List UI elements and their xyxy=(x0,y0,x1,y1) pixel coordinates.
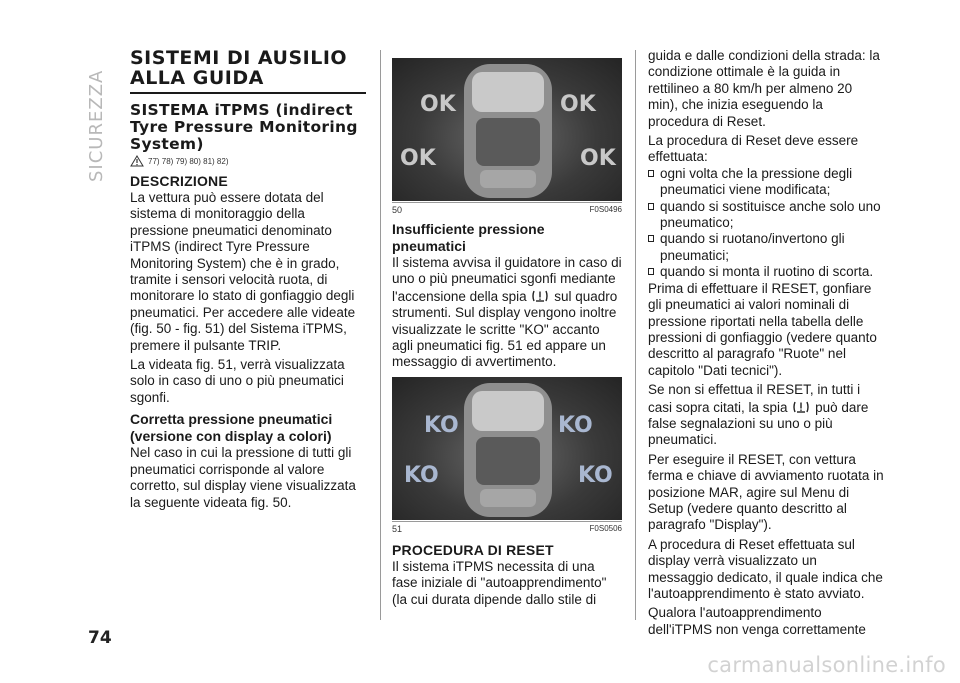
figure-50-image xyxy=(392,58,622,201)
description-text: La vettura può essere dotata del sistema di monitoraggio della pressione pneumatici denominato iTPMS (indirect Tyre Pressure Monitoring System) che è in grado, tramite i sensori velocità ruota, di monitorare lo stato di gonfiaggio degli pneumatici. Per accedere alle videate (fig. 50 - fig. 51) del Sistema iTPMS, premere il pulsante TRIP. xyxy=(130,190,356,353)
warning-refs xyxy=(130,155,366,167)
figure-code: F0S0506 xyxy=(589,523,622,533)
column-divider xyxy=(380,50,381,620)
tyre-badge-rear-right: KO xyxy=(578,462,613,488)
paragraph: Prima di effettuare il RESET, gonfiare gli pneumatici ai valori nominali di pressione riportati nella tabella delle pressioni di gonfiaggio (vedere quanto descritto al paragrafo "Ruote" nel capitolo "Dati tecnici"). xyxy=(648,280,877,378)
tyre-badge-front-left: KO xyxy=(424,412,459,438)
watermark: carmanualsonline.info xyxy=(707,653,946,677)
column-divider xyxy=(635,50,636,620)
paragraph-part: può dare false segnalazioni su uno o più pneumatici. xyxy=(648,399,869,448)
car-top-view-icon xyxy=(392,377,622,520)
warning-triangle-icon xyxy=(130,155,144,167)
reset-text: Il sistema iTPMS necessita di una fase iniziale di "autoapprendimento" (la cui durata dipende dallo stile di xyxy=(392,558,607,607)
figure-51-caption xyxy=(392,522,622,534)
list-item: quando si sostituisce anche solo uno pneumatico; xyxy=(648,199,884,232)
column-right xyxy=(648,48,884,638)
description-text-2: La videata fig. 51, verrà visualizzata solo in caso di uno o più pneumatici sgonfi. xyxy=(130,357,345,405)
figure-code: F0S0496 xyxy=(589,205,622,214)
chapter-title: SISTEMI DI AUSILIO ALLA GUIDA xyxy=(130,47,348,89)
list-item: quando si monta il ruotino di scorta. xyxy=(648,264,884,280)
paragraph: A procedura di Reset effettuata sul display verrà visualizzato un messaggio dedicato, il quale indica che l'autoapprendimento è stato avviato. xyxy=(648,536,883,601)
correct-pressure-text: Nel caso in cui la pressione di tutti gli pneumatici corrisponde al valore corretto, sul display viene visualizzata la seguente videata fig. 50. xyxy=(130,445,356,510)
low-pressure-text-b: sul quadro strumenti. Sul display vengono inoltre visualizzate le scritte "KO" accanto agli pneumatici fig. 51 ed appare un messaggio di avvertimento. xyxy=(392,288,618,370)
paragraph: Per eseguire il RESET, con vettura ferma e chiave di avviamento ruotata in posizione MAR, agire sul Menu di Setup (vedere quanto descritto al paragrafo "Display"). xyxy=(648,451,884,533)
title-rule xyxy=(130,92,366,94)
description-heading: DESCRIZIONE xyxy=(130,173,228,189)
tyre-badge-front-right: OK xyxy=(560,92,596,117)
list-item: quando si ruotano/invertono gli pneumatici; xyxy=(648,231,884,264)
paragraph-part: Se non si effettua il RESET, in tutti i casi sopra citati, la spia xyxy=(648,382,861,415)
page-number: 74 xyxy=(88,628,112,648)
figure-50-caption xyxy=(392,203,622,215)
figure-51-image xyxy=(392,377,622,520)
low-pressure-text-a: Il sistema avvisa il guidatore in caso di uno o più pneumatici sgonfi mediante l'accensione della spia xyxy=(392,255,622,304)
low-pressure-text xyxy=(392,255,622,371)
column-left xyxy=(130,48,366,511)
paragraph: La procedura di Reset deve essere effettuata: xyxy=(648,133,859,165)
tyre-badge-rear-left: KO xyxy=(404,462,439,488)
figure-number: 50 xyxy=(392,205,403,215)
tpms-warning-icon xyxy=(530,288,550,304)
car-top-view-icon xyxy=(392,58,622,201)
paragraph: Qualora l'autoapprendimento dell'iTPMS non venga correttamente xyxy=(648,605,866,637)
refs-text: 77) 78) 79) 80) 81) 82) xyxy=(148,156,229,166)
reset-conditions-list xyxy=(648,166,884,281)
list-item: ogni volta che la pressione degli pneumatici viene modificata; xyxy=(648,166,884,199)
section-title: SISTEMA iTPMS (indirect Tyre Pressure Monitoring System) xyxy=(130,101,358,153)
tyre-badge-front-right: KO xyxy=(558,412,593,438)
correct-pressure-heading: Corretta pressione pneumatici (versione con display a colori) xyxy=(130,411,333,445)
tpms-warning-icon xyxy=(791,399,811,415)
reset-heading: PROCEDURA DI RESET xyxy=(392,541,554,558)
tyre-badge-rear-right: OK xyxy=(580,146,616,171)
paragraph: guida e dalle condizioni della strada: la condizione ottimale è la guida in rettilineo a 80 km/h per almeno 20 min), che inizia eseguendo la procedura di Reset. xyxy=(648,48,880,129)
section-label: SICUREZZA xyxy=(86,69,107,182)
low-pressure-heading: Insufficiente pressione pneumatici xyxy=(392,221,545,254)
tyre-badge-rear-left: OK xyxy=(400,146,436,171)
tyre-badge-front-left: OK xyxy=(420,92,456,117)
paragraph xyxy=(648,382,884,449)
column-middle xyxy=(392,58,622,608)
figure-number: 51 xyxy=(392,523,403,534)
